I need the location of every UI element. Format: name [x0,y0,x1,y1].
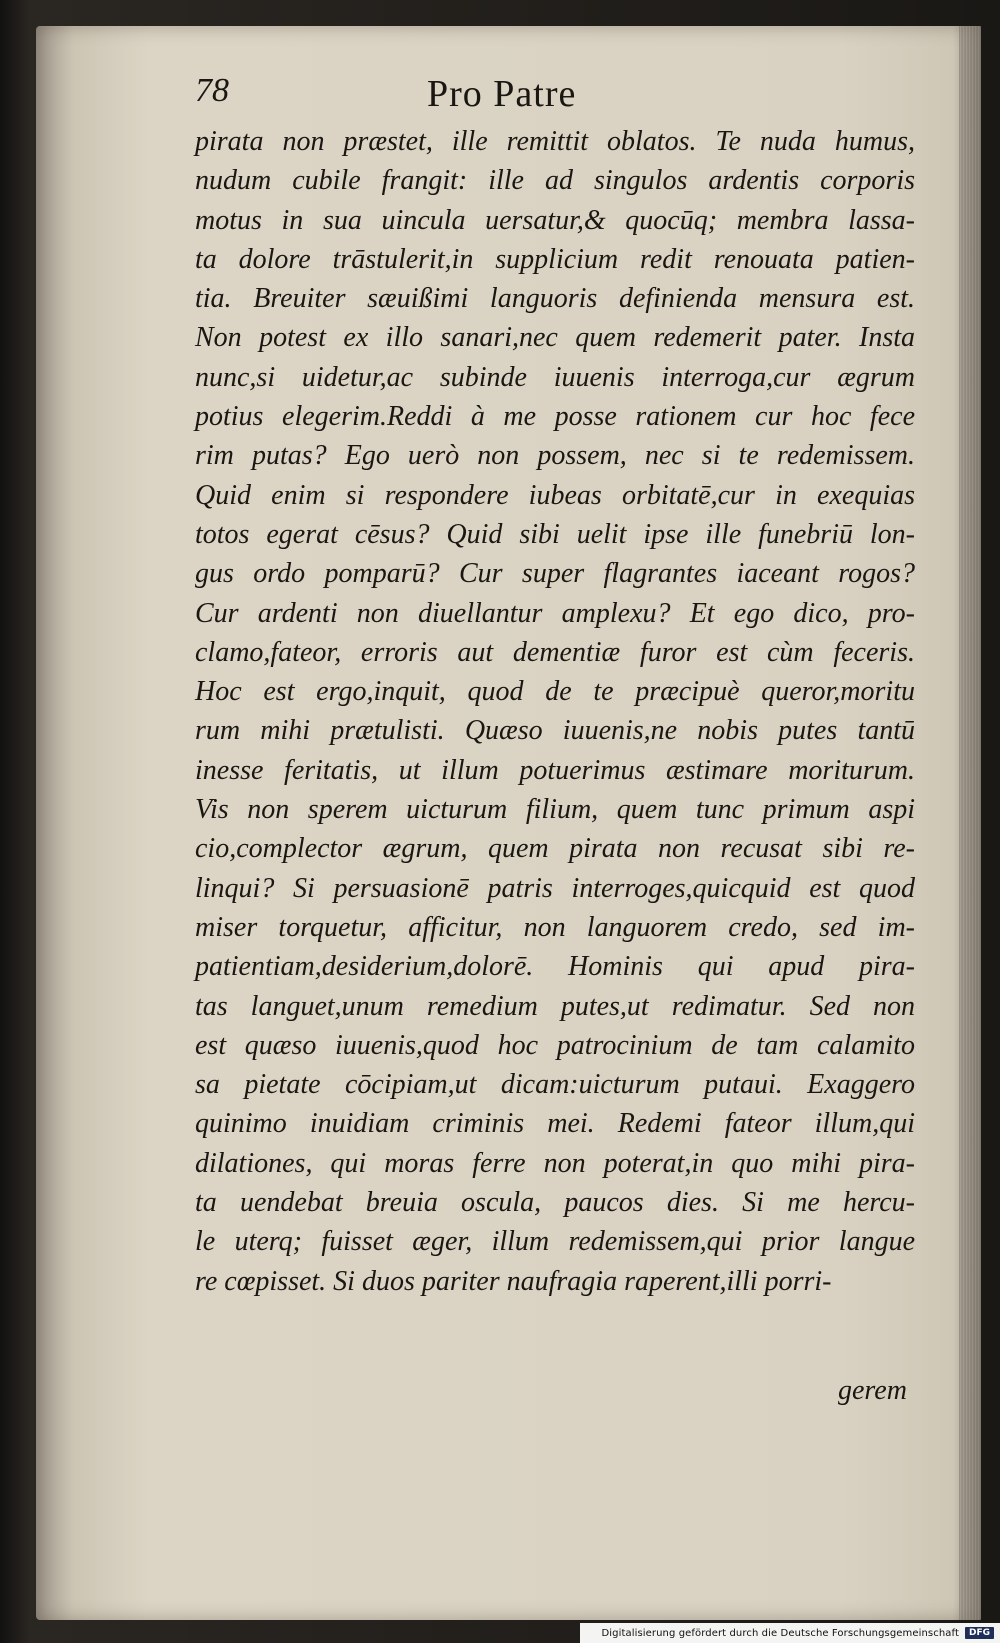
dfg-logo: DFG [965,1627,994,1639]
text-line: quinimo inuidiam criminis mei. Redemi fateor illum,qui [195,1108,915,1140]
text-line: linqui? Si persuasionē patris interroges,quicquid est quod [195,872,915,904]
text-line: gus ordo pomparū? Cur super flagrantes iaceant rogos? [195,558,915,590]
text-line: inesse feritatis, ut illum potuerimus æstimare moriturum. [195,754,915,786]
page-edge [959,26,981,1620]
running-title: Pro Patre [427,73,577,115]
text-line: rum mihi prætulisti. Quæso iuuenis,ne nobis putes tantū [195,715,915,747]
text-line: motus in sua uincula uersatur,& quocūq; membra lassa- [195,204,915,236]
text-line: nudum cubile frangit: ille ad singulos ardentis corporis [195,165,915,197]
text-line: pirata non præstet, ille remittit oblatos. Te nuda humus, [195,126,915,157]
text-line: tia. Breuiter sæuißimi languoris definienda mensura est. [195,283,915,315]
text-line: Non potest ex illo sanari,nec quem redemerit pater. Insta [195,322,915,354]
text-line: Cur ardenti non diuellantur amplexu? Et ego dico, pro- [195,597,915,629]
text-line: dilationes, qui moras ferre non poterat,in quo mihi pira- [195,1147,915,1179]
body-text [195,122,915,1301]
footer-credit: Digitalisierung gefördert durch die Deutsche Forschungsgemeinschaft [601,1627,959,1639]
text-line: re cœpisset. Si duos pariter naufragia raperent,illi porri- [195,1265,832,1297]
text-line: cio,complector ægrum, quem pirata non recusat sibi re- [195,833,915,865]
text-line: nunc,si uidetur,ac subinde iuuenis interroga,cur ægrum [195,361,915,393]
text-line: tas languet,unum remedium putes,ut redimatur. Sed non [195,990,915,1022]
running-head [195,72,675,122]
text-line: ta dolore trāstulerit,in supplicium redit renouata patien- [195,243,915,275]
text-line: sa pietate cōcipiam,ut dicam:uicturum putaui. Exaggero [195,1069,915,1101]
text-line: le uterq; fuisset æger, illum redemissem,qui prior langue [195,1226,915,1258]
text-line: est quæso iuuenis,quod hoc patrocinium de tam calamito [195,1029,915,1061]
text-line: Hoc est ergo,inquit, quod de te præcipuè queror,moritu [195,676,915,708]
page-number: 78 [195,72,229,109]
text-line: Quid enim si respondere iubeas orbitatē,cur in exequias [195,479,915,511]
text-line: totos egerat cēsus? Quid sibi uelit ipse ille funebriū lon- [195,518,915,550]
text-line: patientiam,desiderium,dolorē. Hominis qui apud pira- [195,951,915,983]
text-line: ta uendebat breuia oscula, paucos dies. Si me hercu- [195,1187,915,1219]
text-line: clamo,fateor, erroris aut dementiæ furor est cùm feceris. [195,636,915,668]
digitization-footer [580,1623,1000,1643]
catchword: gerem [838,1375,907,1406]
text-line: miser torquetur, afficitur, non languorem credo, sed im- [195,911,915,943]
text-line: potius elegerim.Reddi à me posse rationem cur hoc fece [195,401,915,433]
text-line: rim putas? Ego uerò non possem, nec si te redemissem. [195,440,915,472]
text-line: Vis non sperem uicturum filium, quem tunc primum aspi [195,794,915,826]
